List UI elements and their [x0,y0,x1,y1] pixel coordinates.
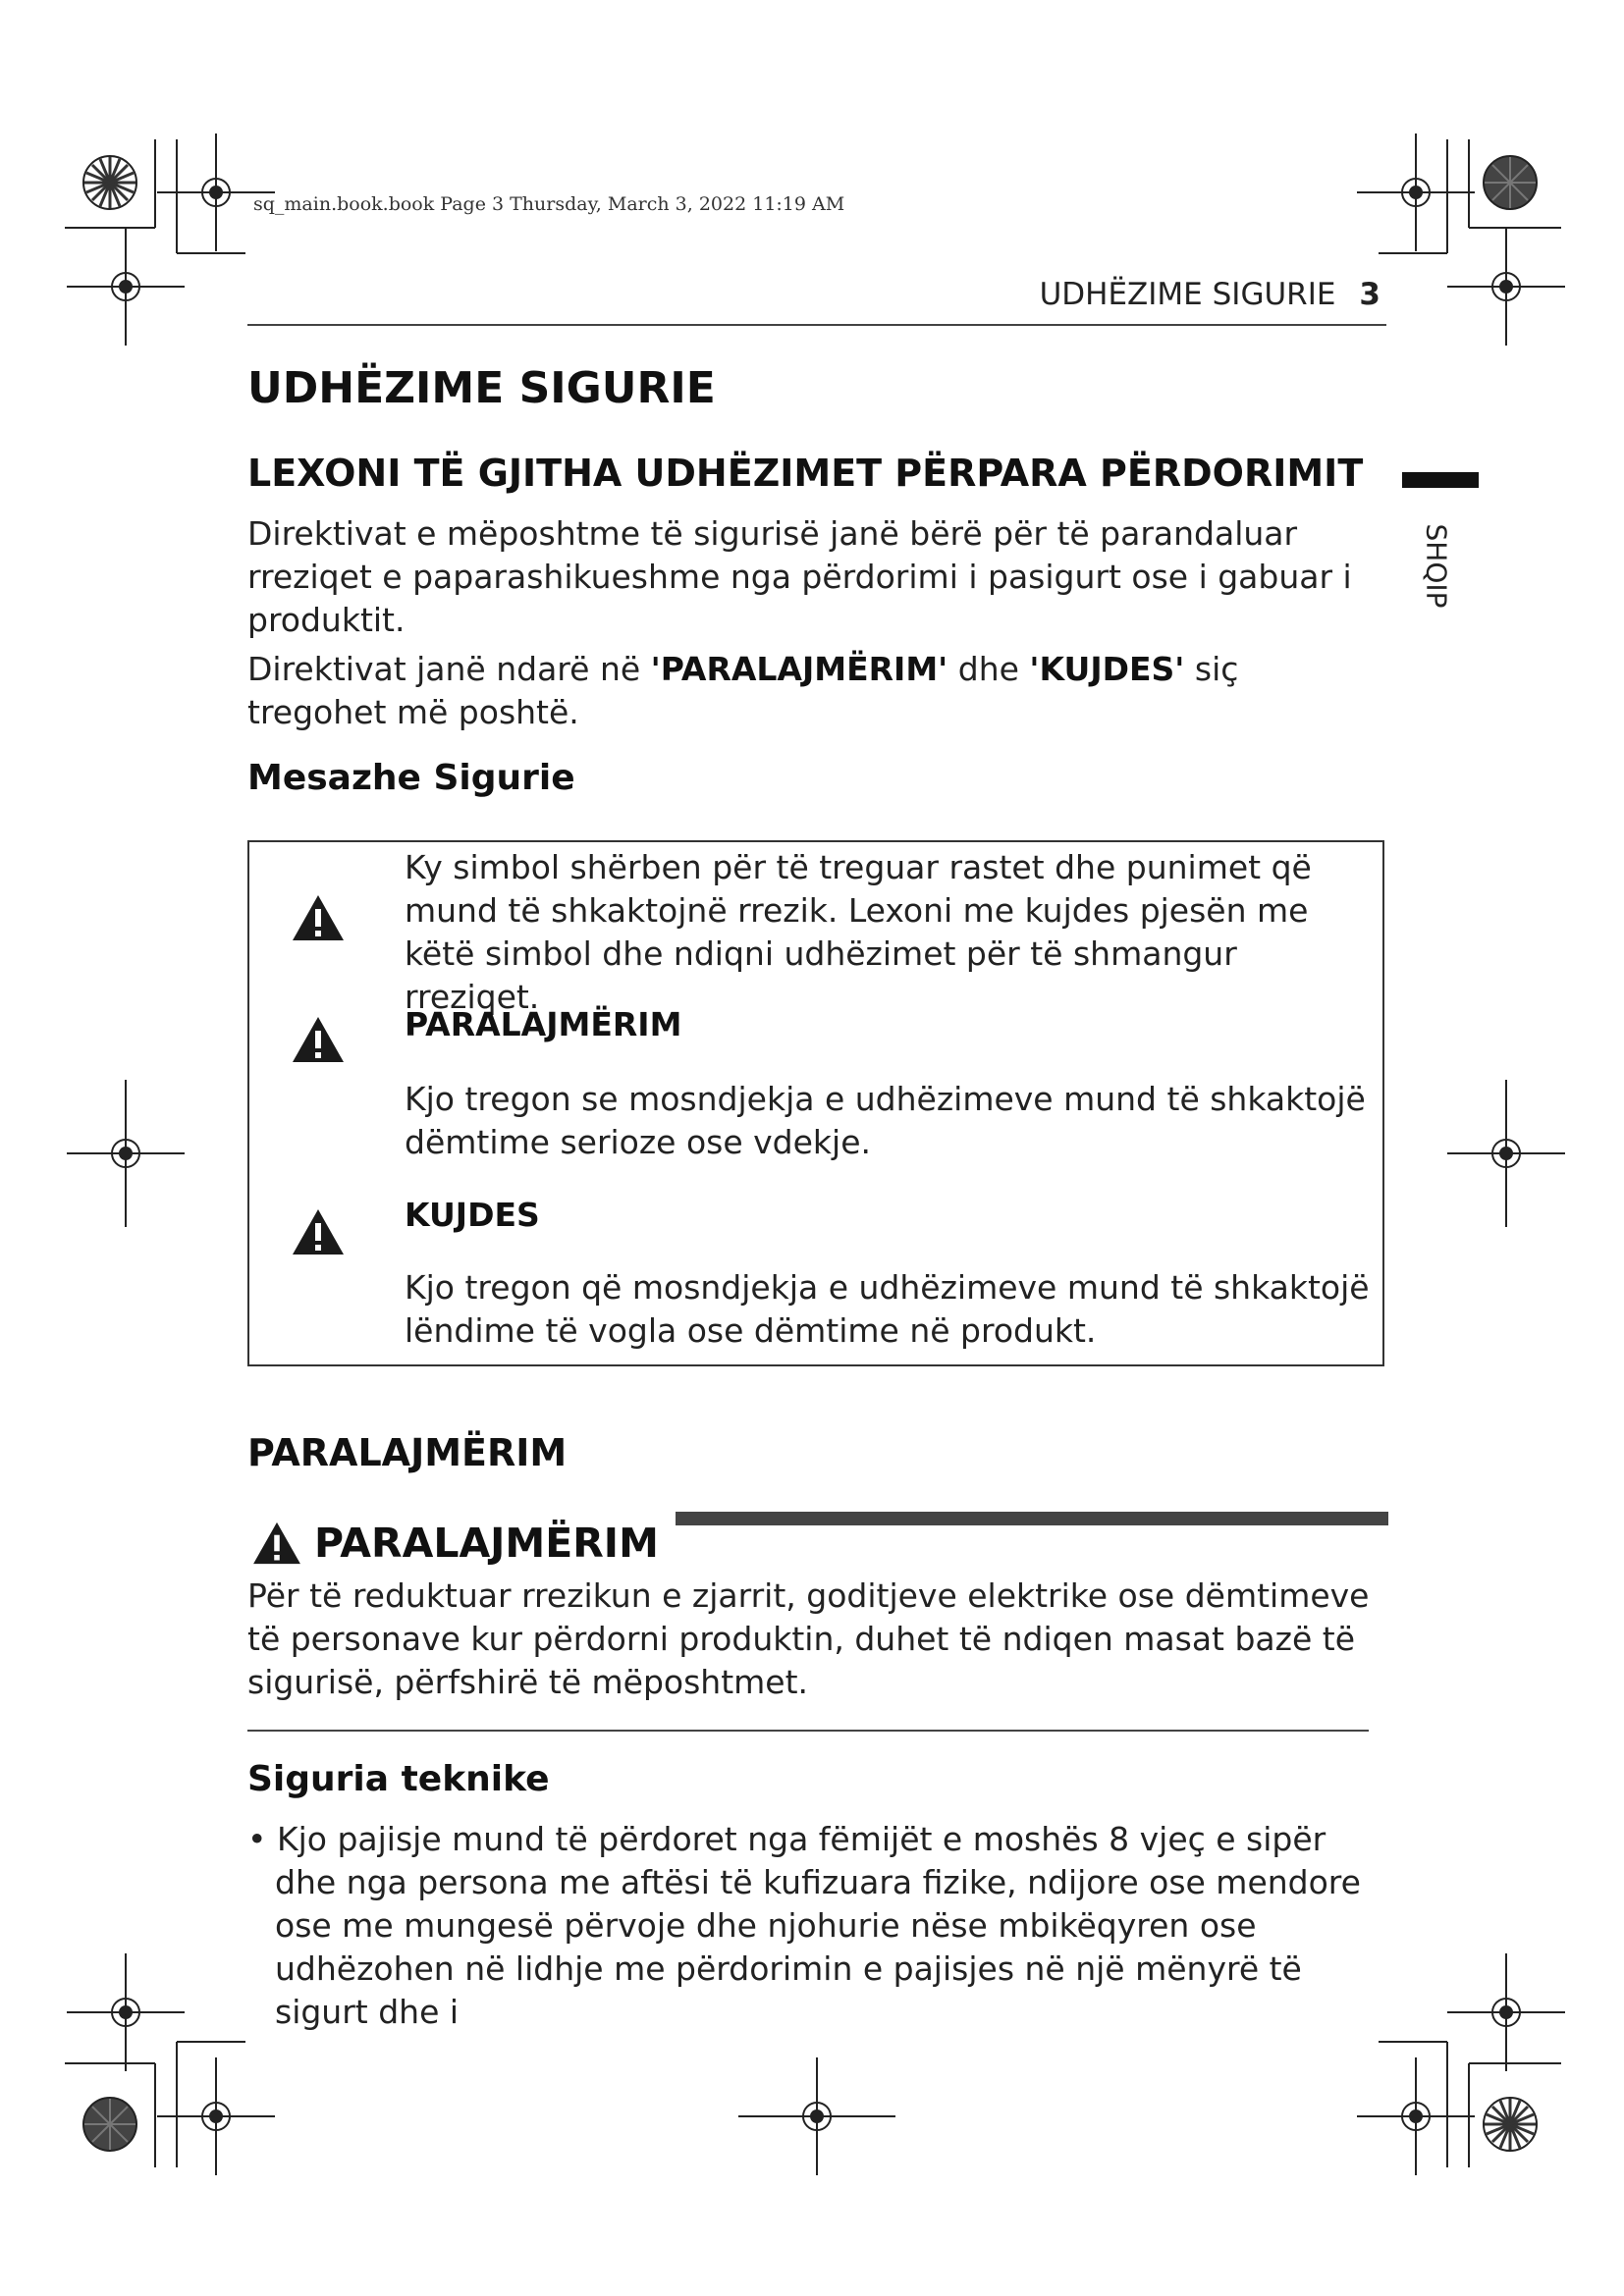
safety-messages-heading: Mesazhe Sigurie [247,758,575,798]
page-title: UDHËZIME SIGURIE [247,363,716,413]
warning-banner-title: PARALAJMËRIM [314,1520,659,1567]
registration-mark-icon [1447,1080,1565,1227]
registration-mark-icon [67,228,185,346]
directives-paragraph [247,648,1386,734]
registration-mark-icon [157,2057,275,2175]
warning-triangle-icon [251,1521,302,1566]
registration-mark-icon [1447,1953,1565,2071]
registration-mark-icon [67,1953,185,2071]
warning-triangle-icon [291,1207,346,1256]
term-warning: 'PARALAJMËRIM' [650,650,948,688]
running-header [1040,277,1380,312]
registration-mark-icon [738,2057,895,2175]
language-tab-label: SHQIP [1420,523,1453,609]
warning-description: Kjo tregon se mosndjekja e udhëzimeve mund të shkaktojë dëmtime serioze ose vdekje. [405,1080,1366,1161]
page-number: 3 [1359,277,1380,312]
warning-paragraph: Për të reduktuar rrezikun e zjarrit, goditjeve elektrike ose dëmtimeve të personave kur përdorni produktin, duhet të ndiqen masat bazë të sigurisë, përfshirë të mëposhtmet. [247,1576,1370,1701]
warning-section-heading: PARALAJMËRIM [247,1431,568,1474]
warning-triangle-icon [291,893,346,942]
warning-label: PARALAJMËRIM [405,1005,682,1043]
registration-mark-icon [67,1080,185,1227]
warning-divider [247,1730,1369,1732]
caution-label: KUJDES [405,1196,540,1234]
list-item-text: Kjo pajisje mund të përdoret nga fëmijët e moshës 8 vjeç e sipër dhe nga persona me aftësi të kufizuara fizike, ndijore ose mendore ose me mungesë përvoje dhe njohurie nëse mbikëqyren ose udhëzohen në lidhje me përdorimin e pajisjes në një mënyrë të sigurt dhe i [275,1820,1361,2031]
intro-paragraph: Direktivat e mëposhtme të sigurisë janë bërë për të parandaluar rreziqet e paparashikueshme nga përdorimi i pasigurt ose i gabuar i produktit. [247,514,1352,639]
print-info: sq_main.book.book Page 3 Thursday, March 3, 2022 11:19 AM [253,193,845,215]
safety-symbol-description: Ky simbol shërben për të treguar rastet dhe punimet që mund të shkaktojnë rrezik. Lexoni me kujdes pjesën me këtë simbol dhe ndiqni udhëzimet për të shmangur rreziqet. [405,848,1312,1016]
technical-safety-list [247,1818,1396,2034]
color-target-icon [1481,2095,1540,2154]
list-item: • Kjo pajisje mund të përdoret nga fëmijët e moshës 8 vjeç e sipër dhe nga persona me aftësi të kufizuara fizike, ndijore ose mendore ose me mungesë përvoje dhe njohurie nëse mbikëqyren ose udhëzohen në lidhje me përdorimin e pajisjes në një mënyrë të sigurt dhe i [247,1820,1361,2031]
term-caution: 'KUJDES' [1029,650,1185,688]
section-heading-read-instructions: LEXONI TË GJITHA UDHËZIMET PËRPARA PËRDORIMIT [247,452,1364,495]
registration-mark-icon [1357,2057,1475,2175]
running-header-title: UDHËZIME SIGURIE [1039,277,1336,312]
header-rule [247,324,1386,326]
registration-mark-icon [1447,228,1565,346]
warning-triangle-icon [291,1015,346,1064]
directives-text-middle: dhe [947,650,1030,688]
directives-text-after: siç tregohet më poshtë. [247,650,1239,731]
color-target-icon [81,153,139,212]
color-target-icon [1481,153,1540,212]
warning-banner [251,1520,659,1567]
technical-safety-heading: Siguria teknike [247,1759,550,1799]
language-tab-marker [1402,472,1479,488]
caution-description: Kjo tregon që mosndjekja e udhëzimeve mund të shkaktojë lëndime të vogla ose dëmtime në produkt. [405,1268,1370,1350]
color-target-icon [81,2095,139,2154]
directives-text-before: Direktivat janë ndarë në [247,650,651,688]
warning-banner-bar [676,1512,1388,1525]
